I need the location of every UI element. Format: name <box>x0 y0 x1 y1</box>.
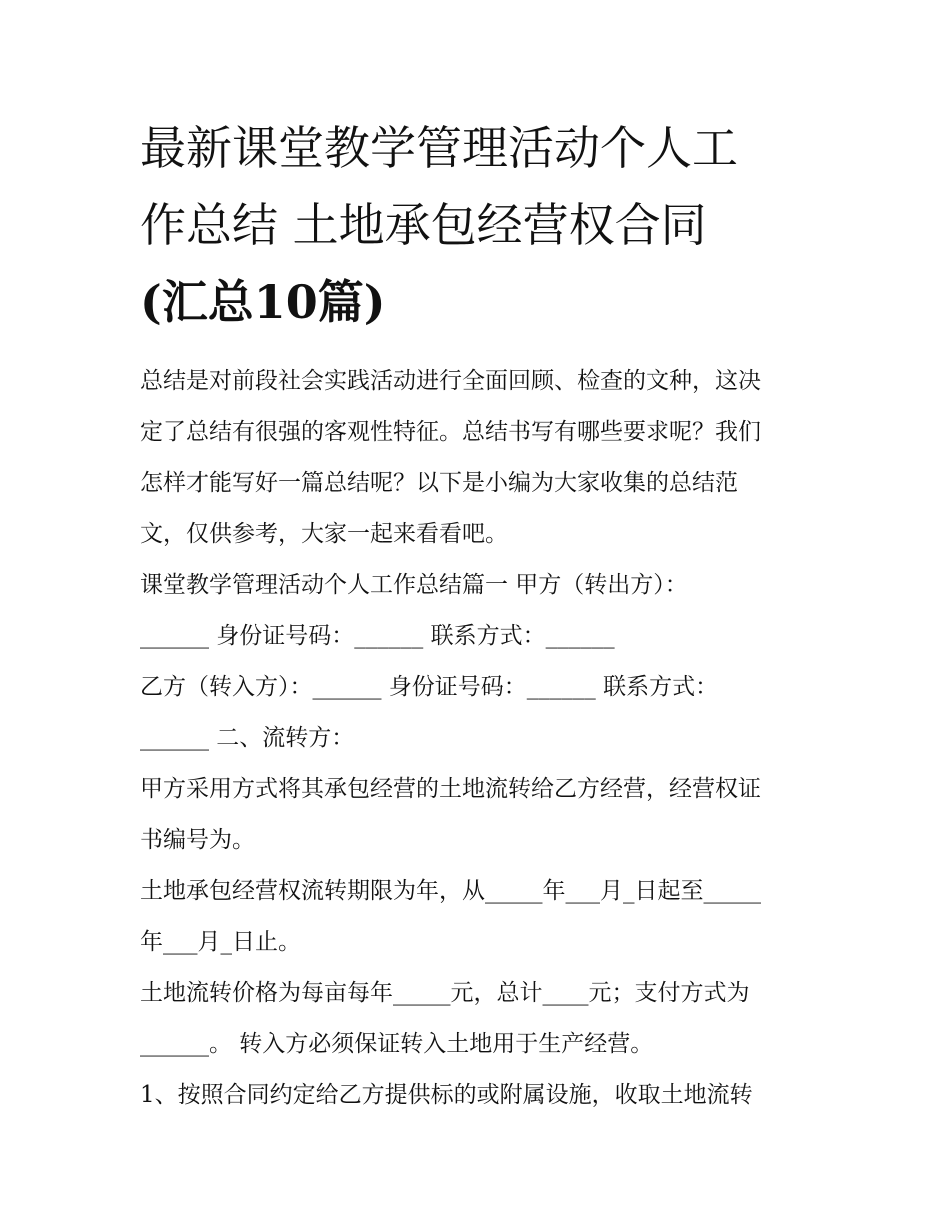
body-line: 书编号为。 <box>140 827 255 853</box>
body-line: 土地承包经营权流转期限为年，从_____年___月_日起至_____ <box>140 878 761 904</box>
body-line: ______ 身份证号码：______ 联系方式：______ <box>140 623 615 649</box>
body-line: 课堂教学管理活动个人工作总结篇一 甲方（转出方）： <box>140 572 688 598</box>
body-line: 文，仅供参考，大家一起来看看吧。 <box>140 521 508 547</box>
body-line: 怎样才能写好一篇总结呢？以下是小编为大家收集的总结范 <box>140 470 738 496</box>
body-line: 土地流转价格为每亩每年_____元，总计____元；支付方式为 <box>140 980 750 1006</box>
body-line: 乙方（转入方）：______ 身份证号码：______ 联系方式： <box>140 674 719 700</box>
body-line: 甲方采用方式将其承包经营的土地流转给乙方经营，经营权证 <box>140 776 761 802</box>
body-line: ______。 转入方必须保证转入土地用于生产经营。 <box>140 1031 654 1057</box>
body-line: ______ 二、流转方： <box>140 725 355 751</box>
title-line: (汇总10篇) <box>140 275 386 329</box>
body-line: 1、按照合同约定给乙方提供标的或附属设施，收取土地流转 <box>140 1082 753 1108</box>
title-line: 作总结 土地承包经营权合同 <box>140 198 707 252</box>
document-body <box>140 356 820 1121</box>
title-line: 最新课堂教学管理活动个人工 <box>140 121 738 175</box>
body-line: 定了总结有很强的客观性特征。总结书写有哪些要求呢？我们 <box>140 419 761 445</box>
body-line: 年___月_日止。 <box>140 929 301 955</box>
body-line: 总结是对前段社会实践活动进行全面回顾、检查的文种，这决 <box>140 368 761 394</box>
document-title <box>140 110 840 341</box>
